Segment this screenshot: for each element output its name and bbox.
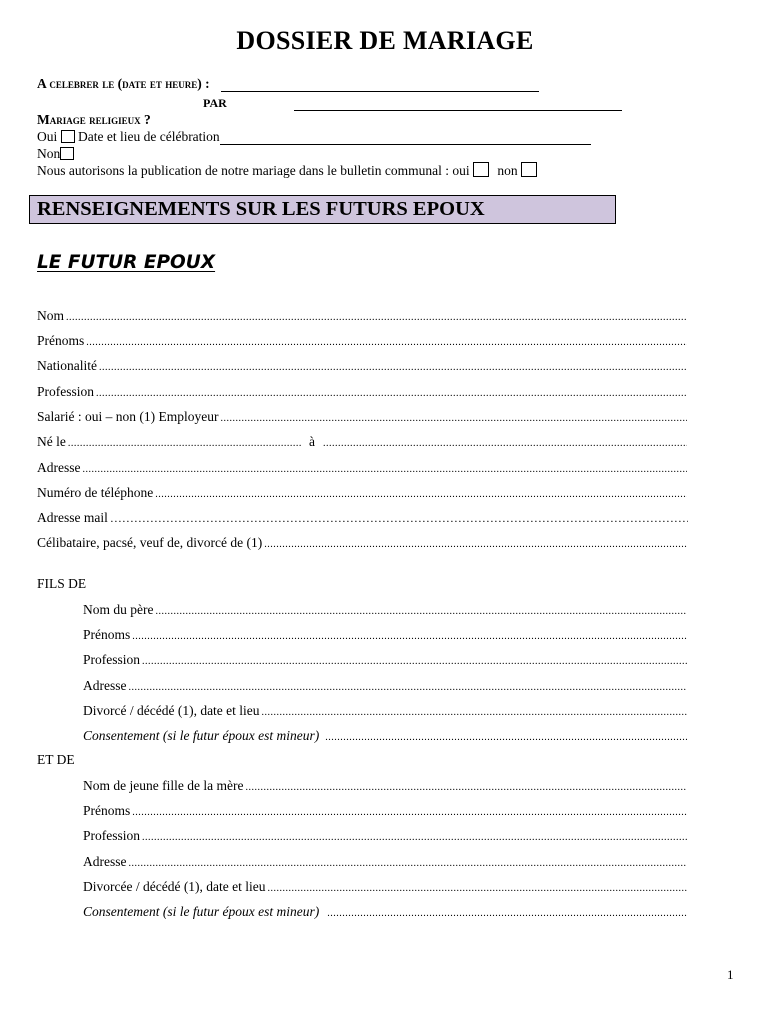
publication-line xyxy=(37,162,537,179)
field-label: Profession xyxy=(37,384,94,399)
dotted-leader xyxy=(99,360,687,376)
dotted-leader xyxy=(129,680,688,696)
field-label: Prénoms xyxy=(37,333,85,348)
field-label: Numéro de téléphone xyxy=(37,485,154,500)
religious-line xyxy=(37,112,151,128)
field-label: Consentement (si le futur époux est mineur) xyxy=(83,728,320,743)
dotted-leader xyxy=(325,730,687,746)
dotted-leader xyxy=(327,906,687,922)
dotted-leader xyxy=(86,335,687,351)
et-de-heading: ET DE xyxy=(37,752,75,767)
field-telephone[interactable] xyxy=(37,485,687,503)
field-label: Adresse xyxy=(83,678,127,693)
field-label: Profession xyxy=(83,828,140,843)
dotted-leader xyxy=(262,705,687,721)
dotted-leader xyxy=(245,780,687,796)
field-pere-consentement[interactable] xyxy=(83,728,687,746)
dotted-leader xyxy=(83,462,688,478)
dotted-leader xyxy=(132,629,687,645)
page-number: 1 xyxy=(727,967,734,982)
field-pere-divorce[interactable] xyxy=(83,703,687,721)
publication-non-checkbox[interactable] xyxy=(521,162,537,177)
oui-detail-label: Date et lieu de célébration xyxy=(78,129,220,144)
field-label: Profession xyxy=(83,652,140,667)
oui-line xyxy=(37,129,591,145)
field-mail[interactable] xyxy=(37,510,688,528)
section-banner xyxy=(29,195,616,224)
field-label: Célibataire, pacsé, veuf de, divorcé de (1) xyxy=(37,535,263,550)
publication-text: Nous autorisons la publication de notre mariage dans le bulletin communal : oui xyxy=(37,163,470,178)
field-lieu-naissance[interactable] xyxy=(309,434,687,452)
par-blank[interactable] xyxy=(294,98,622,111)
celebrate-blank[interactable] xyxy=(221,79,539,92)
field-nom-mere[interactable] xyxy=(83,778,687,796)
field-nom-pere[interactable] xyxy=(83,602,687,620)
field-mere-consentement[interactable] xyxy=(83,904,687,922)
dotted-leader xyxy=(96,386,687,402)
field-label: à xyxy=(309,434,315,449)
dotted-leader xyxy=(155,604,687,620)
field-salarie[interactable] xyxy=(37,409,687,427)
field-label: Né le xyxy=(37,434,66,449)
dotted-leader xyxy=(110,510,688,528)
field-profession[interactable] xyxy=(37,384,687,402)
section-title: RENSEIGNEMENTS SUR LES FUTURS EPOUX xyxy=(37,198,485,220)
par-line xyxy=(37,95,622,111)
field-nom[interactable] xyxy=(37,308,687,326)
field-label: Salarié : oui – non (1) Employeur xyxy=(37,409,219,424)
field-label: Nom xyxy=(37,308,64,323)
non-line xyxy=(37,146,74,162)
dotted-leader xyxy=(220,411,687,427)
fils-de-heading: FILS DE xyxy=(37,576,87,591)
field-label: Consentement (si le futur époux est mineur) xyxy=(83,904,320,919)
publication-oui-checkbox[interactable] xyxy=(473,162,489,177)
field-label: Divorcée / décédé (1), date et lieu xyxy=(83,879,266,894)
dotted-leader xyxy=(142,830,687,846)
celebrate-label: A celebrer le (date et heure) : xyxy=(37,76,210,91)
dotted-leader xyxy=(155,487,687,503)
field-label: Adresse mail xyxy=(37,510,108,525)
subheading-futur-epoux: LE FUTUR EPOUX xyxy=(37,252,216,273)
non-label: Non xyxy=(37,146,61,161)
oui-detail-blank[interactable] xyxy=(220,132,591,145)
field-mere-adresse[interactable] xyxy=(83,854,687,872)
field-pere-adresse[interactable] xyxy=(83,678,687,696)
dotted-leader xyxy=(323,436,687,452)
dotted-leader xyxy=(132,805,687,821)
field-pere-prenoms[interactable] xyxy=(83,627,687,645)
oui-label: Oui xyxy=(37,129,58,144)
field-mere-divorce[interactable] xyxy=(83,879,687,897)
field-mere-profession[interactable] xyxy=(83,828,687,846)
field-label: Prénoms xyxy=(83,627,131,642)
field-nationalite[interactable] xyxy=(37,358,687,376)
dotted-leader xyxy=(68,436,301,452)
dotted-leader xyxy=(129,856,688,872)
field-label: Prénoms xyxy=(83,803,131,818)
field-label: Adresse xyxy=(37,460,81,475)
field-pere-profession[interactable] xyxy=(83,652,687,670)
field-label: Nom du père xyxy=(83,602,154,617)
publication-non-label: non xyxy=(497,163,518,178)
par-label: PAR xyxy=(203,96,227,110)
field-etat-civil[interactable] xyxy=(37,535,687,553)
field-label: Nationalité xyxy=(37,358,97,373)
celebrate-line xyxy=(37,76,539,92)
oui-checkbox[interactable] xyxy=(61,130,75,143)
dotted-leader xyxy=(268,881,687,897)
field-ne-le[interactable] xyxy=(37,434,301,452)
dotted-leader xyxy=(142,654,687,670)
dotted-leader xyxy=(264,537,687,553)
field-label: Divorcé / décédé (1), date et lieu xyxy=(83,703,260,718)
field-prenoms[interactable] xyxy=(37,333,687,351)
field-mere-prenoms[interactable] xyxy=(83,803,687,821)
dotted-leader xyxy=(66,310,687,326)
religious-label: Mariage religieux ? xyxy=(37,112,151,127)
field-label: Adresse xyxy=(83,854,127,869)
non-checkbox[interactable] xyxy=(60,147,74,160)
field-adresse[interactable] xyxy=(37,460,687,478)
document-title: DOSSIER DE MARIAGE xyxy=(236,26,534,55)
field-label: Nom de jeune fille de la mère xyxy=(83,778,244,793)
